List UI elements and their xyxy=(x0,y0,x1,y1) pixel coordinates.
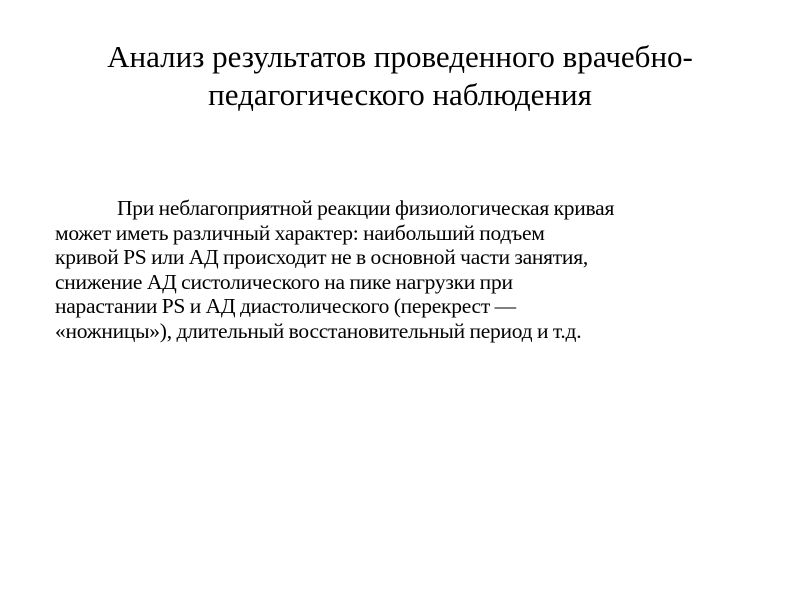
body-line-6: «ножницы»), длительный восстановительный период и т.д. xyxy=(55,318,582,343)
slide-title-line-2: педагогического наблюдения xyxy=(208,77,592,112)
body-paragraph xyxy=(55,196,755,343)
body-line-1: При неблагоприятной реакции физиологическая кривая xyxy=(117,196,615,220)
slide-body xyxy=(55,196,755,343)
body-line-4: снижение АД систолического на пике нагрузки при xyxy=(55,269,513,294)
slide-title xyxy=(40,38,760,114)
body-line-3: кривой PS или АД происходит не в основной части занятия, xyxy=(55,245,588,269)
body-line-2: может иметь различный характер: наибольший подъем xyxy=(55,220,545,245)
slide-title-line-1: Анализ результатов проведенного врачебно- xyxy=(107,39,693,74)
body-line-5: нарастании PS и АД диастолического (перекрест — xyxy=(55,294,516,318)
